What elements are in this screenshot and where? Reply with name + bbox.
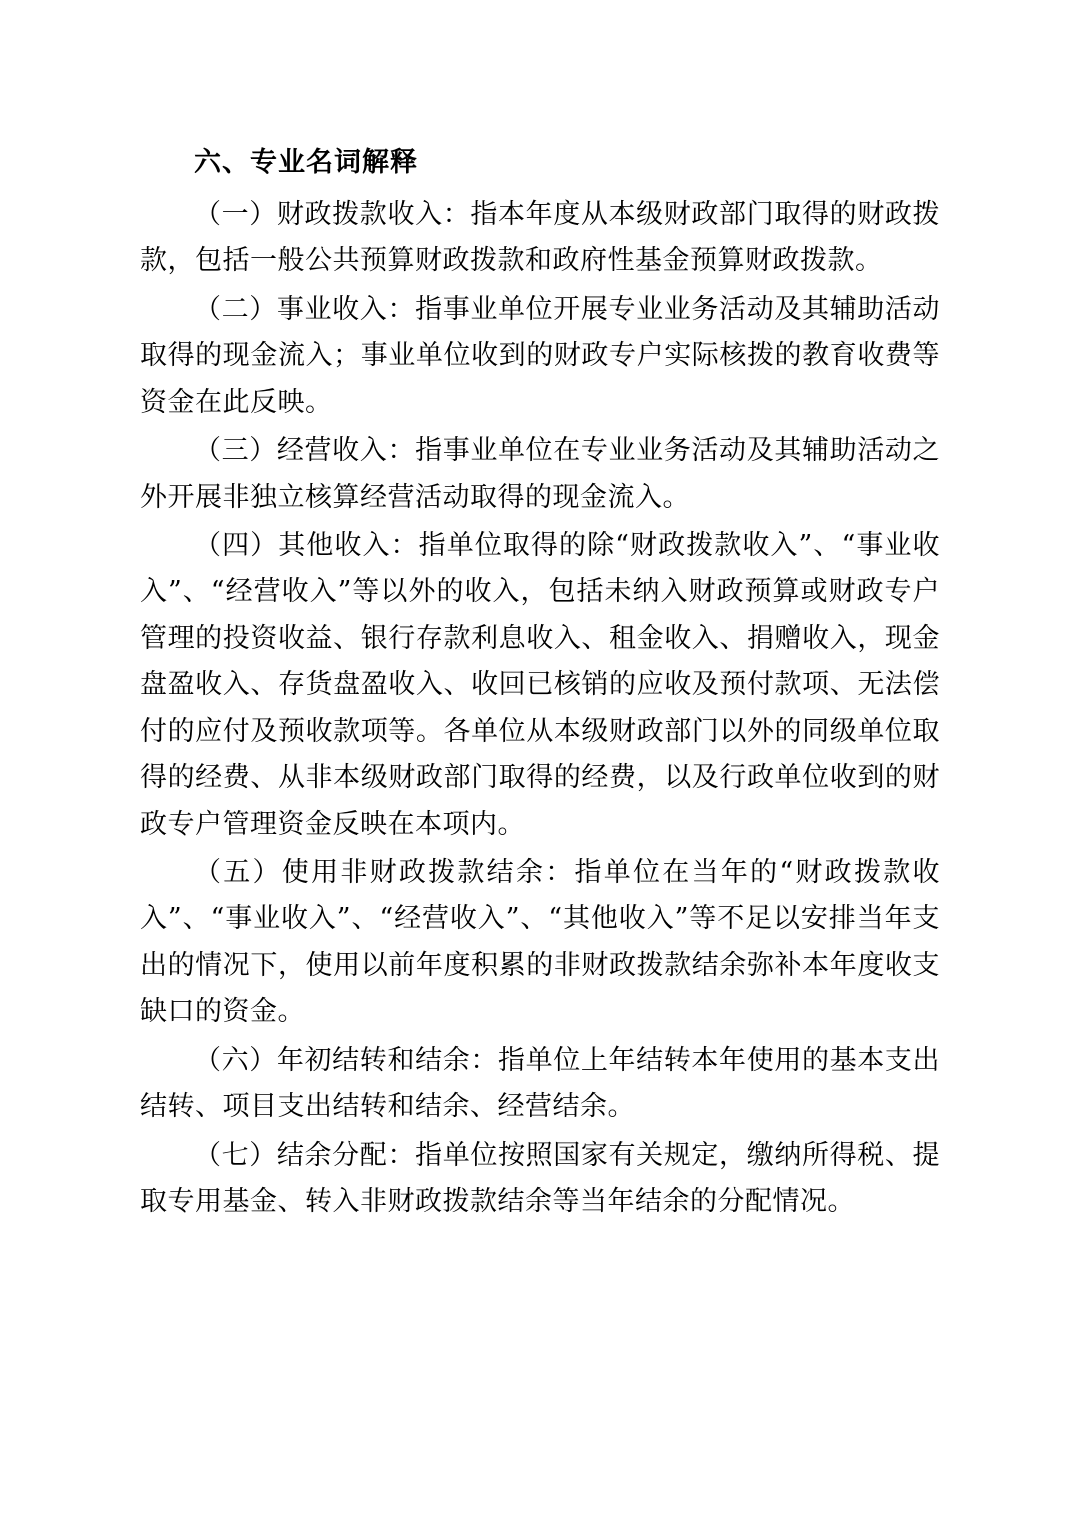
paragraph-item-3: （三）经营收入：指事业单位在专业业务活动及其辅助活动之外开展非独立核算经营活动取得的现金流入。 — [140, 435, 940, 513]
paragraph-item-1: （一）财政拨款收入：指本年度从本级财政部门取得的财政拨款，包括一般公共预算财政拨款和政府性基金预算财政拨款。 — [140, 198, 940, 277]
paragraph-item-4: （四）其他收入：指单位取得的除“财政拨款收入”、“事业收入”、“经营收入”等以外的收入，包括未纳入财政预算或财政专户管理的投资收益、银行存款利息收入、租金收入、捐赠收入，现金盘盈收入、存货盘盈收入、收回已核销的应收及预付款项、无法偿付的应付及预收款项等。各单位从本级财政部门以外的同级单位取得的经费、从非本级财政部门取得的经费，以及行政单位收到的财政专户管理资金反映在本项内。 — [140, 529, 940, 840]
section-heading: 六、专业名词解释 — [194, 147, 418, 178]
paragraph-item-2: （二）事业收入：指事业单位开展专业业务活动及其辅助活动取得的现金流入；事业单位收到的财政专户实际核拨的教育收费等资金在此反映。 — [140, 293, 940, 418]
paragraph-item-5: （五）使用非财政拨款结余：指单位在当年的“财政拨款收入”、“事业收入”、“经营收入”、“其他收入”等不足以安排当年支出的情况下，使用以前年度积累的非财政拨款结余弥补本年度收支缺口的资金。 — [140, 857, 940, 1028]
document-body — [140, 140, 940, 1228]
paragraph-item-7: （七）结余分配：指单位按照国家有关规定，缴纳所得税、提取专用基金、转入非财政拨款结余等当年结余的分配情况。 — [140, 1139, 940, 1218]
paragraph-item-6: （六）年初结转和结余：指单位上年结转本年使用的基本支出结转、项目支出结转和结余、经营结余。 — [140, 1044, 940, 1123]
